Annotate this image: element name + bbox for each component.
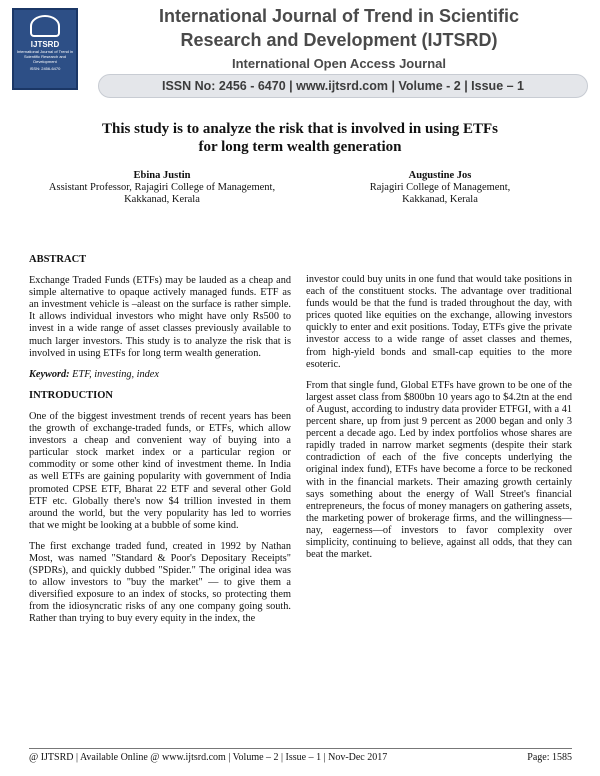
author-block-2 (312, 170, 568, 206)
logo-subtitle: International Journal of Trend in Scientific Research and Development (16, 49, 74, 64)
paper-title-line1: This study is to analyze the risk that is involved in using ETFs (102, 121, 498, 137)
mortarboard-icon (30, 15, 60, 37)
author-name: Augustine Jos (408, 170, 472, 181)
paragraph: The first exchange traded fund, created in 1992 by Nathan Most, was named "Standard & Poor's Depositary Receipts" (SPDRs), and quickly dubbed "Spider." The original idea was to allow investors to "buy the market" — to give them a diversified exposure to an index of stocks, so protecting them from the idiosyncratic risks of any one company going south. Rather than trying to buy every equity in the index, the (29, 540, 291, 625)
footer-divider (29, 748, 572, 749)
author-affiliation: Assistant Professor, Rajagiri College of Management, (48, 182, 276, 193)
footer-citation: @ IJTSRD | Available Online @ www.ijtsrd.com | Volume – 2 | Issue – 1 | Nov-Dec 2017 (29, 752, 388, 763)
left-column (29, 254, 291, 635)
introduction-heading: INTRODUCTION (29, 389, 114, 401)
page-footer (29, 752, 572, 763)
issn-bar: ISSN No: 2456 - 6470 | www.ijtsrd.com | Volume - 2 | Issue – 1 (98, 74, 588, 98)
keywords-text: ETF, investing, index (69, 368, 159, 380)
author-location: Kakkanad, Kerala (124, 194, 200, 205)
paper-title (40, 120, 560, 156)
paragraph: investor could buy units in one fund that would take positions in each of the constituent stocks. The advantage over traditional funds would be that the fund is traded throughout the day, with prices quoted like equities on the exchange, allowing investors quickly to enter and exit positions. Today, ETFs give the private investor access to a wide range of asset classes and themes, from high-yield bonds and small-cap equities to the more esoteric. (306, 274, 572, 370)
author-name: Ebina Justin (133, 170, 191, 181)
author-block-1 (34, 170, 290, 206)
abstract-text: Exchange Traded Funds (ETFs) may be lauded as a cheap and simple alternative to opaque actively managed funds. ETF as an investment vehicle is –aleast on the surface is rather simple. It allows individual investors who might have only Rs500 to invest in a wide range of asset classes previously available to much larger investors. This study is to analyze the risk that is involved in using ETFs for long term wealth generation. (29, 275, 291, 359)
journal-title-line3: International Open Access Journal (231, 56, 447, 71)
journal-title-line2: Research and Development (IJTSRD) (180, 30, 498, 50)
paragraph: From that single fund, Global ETFs have grown to be one of the largest asset class from $800bn 10 years ago to $4.2tn at the end of August, according to industry data provider ETFGI, with a 41 percent share, up from just 9 percent as 2000 began and only 3 percent a decade ago. Led by index portfolios whose shares are rapidly traded in narrow market segments (despite their stark contradiction of each of the five concepts underlying the original index fund), ETFs have become a force to be reckoned with in the financial markets. Their amazing growth certainly says something about the energy of Wall Street's financial entrepreneurs, the focus of money managers on gathering assets, the marketing power of brokerage firms, and the willingness—nay, eagerness—of investors to favor complexity over simplicity, continuing to believe, against all odds, that they can beat the market. (306, 379, 572, 561)
right-column (306, 274, 572, 570)
logo-issn: ISSN: 2456-6470 (29, 66, 61, 71)
journal-banner (0, 0, 600, 112)
paper-title-line2: for long term wealth generation (198, 139, 402, 155)
author-affiliation: Rajagiri College of Management, (369, 182, 511, 193)
keywords (29, 369, 291, 381)
author-location: Kakkanad, Kerala (402, 194, 478, 205)
page-number: Page: 1585 (527, 752, 572, 763)
abstract-heading: ABSTRACT (29, 254, 87, 265)
logo-text: IJTSRD (30, 40, 60, 49)
journal-title-line1: International Journal of Trend in Scientific (158, 6, 520, 26)
paragraph: One of the biggest investment trends of recent years has been the growth of exchange-traded funds, or ETFs, which allow investors a cheap and convenient way of buying into a particular stock market index or a particular region or commodity or some other kind of investment theme. In India as well ETFs are gaining popularity with government of India promoted CPSE ETF, Bharat 22 ETF and several other Gold ETF etc. Globally there's now $4 trillion invested in them around the world, but the very popularity has led to worries that we might be looking at a bubble of some kind. (29, 410, 291, 531)
keywords-label: Keyword: (29, 368, 70, 380)
journal-logo (12, 8, 78, 90)
